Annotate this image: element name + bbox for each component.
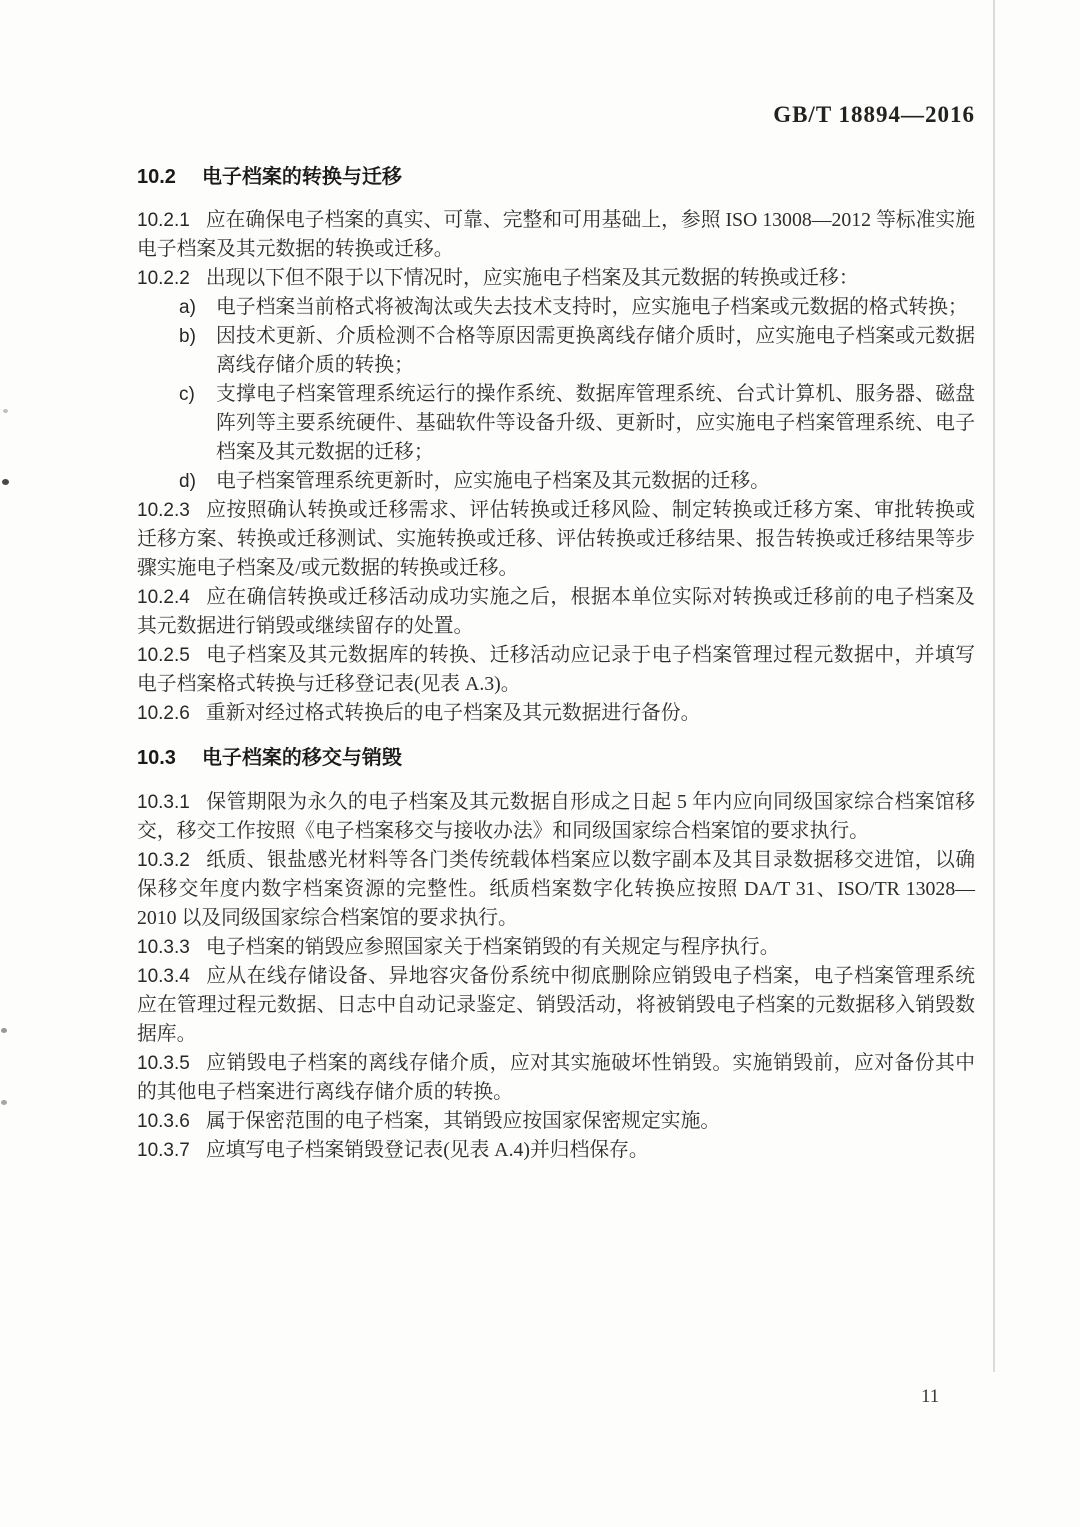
- clause-10-3-3: [137, 933, 975, 962]
- list-item-label: a): [179, 297, 196, 318]
- section-number: 10.3: [137, 747, 176, 769]
- clause-number: 10.2.5: [137, 645, 190, 666]
- clause-number: 10.2.1: [137, 210, 190, 231]
- clause-text: 应在确保电子档案的真实、可靠、完整和可用基础上，参照 ISO 13008—2012 等标准实施电子档案及其元数据的转换或迁移。: [137, 209, 975, 260]
- section-heading-10-3: [137, 744, 975, 773]
- clause-text: 保管期限为永久的电子档案及其元数据自形成之日起 5 年内应向同级国家综合档案馆移交，移交工作按照《电子档案移交与接收办法》和同级国家综合档案馆的要求执行。: [137, 791, 975, 842]
- clause-number: 10.3.4: [137, 966, 190, 987]
- clause-10-2-6: [137, 699, 975, 728]
- clause-number: 10.2.6: [137, 703, 190, 724]
- section-heading-10-2: [137, 163, 975, 192]
- clause-text: 电子档案及其元数据库的转换、迁移活动应记录于电子档案管理过程元数据中，并填写电子档案格式转换与迁移登记表(见表 A.3)。: [137, 644, 975, 695]
- clause-text: 出现以下但不限于以下情况时，应实施电子档案及其元数据的转换或迁移：: [205, 267, 859, 289]
- clause-10-2-2: [137, 264, 975, 293]
- section-title: 电子档案的转换与迁移: [201, 166, 402, 188]
- clause-10-3-7: [137, 1136, 975, 1165]
- list-item-a: [179, 293, 975, 322]
- section-title: 电子档案的移交与销毁: [201, 747, 402, 769]
- clause-text: 属于保密范围的电子档案，其销毁应按国家保密规定实施。: [205, 1110, 721, 1132]
- list-item-label: d): [179, 471, 196, 492]
- scan-edge-line: [993, 0, 995, 1372]
- clause-text: 应按照确认转换或迁移需求、评估转换或迁移风险、制定转换或迁移方案、审批转换或迁移方案、转换或迁移测试、实施转换或迁移、评估转换或迁移结果、报告转换或迁移结果等步骤实施电子档案及/或元数据的转换或迁移。: [137, 499, 975, 579]
- clause-10-2-1: [137, 206, 975, 264]
- list-item-label: b): [179, 326, 196, 347]
- list-item-b: [179, 322, 975, 380]
- clause-text: 应填写电子档案销毁登记表(见表 A.4)并归档保存。: [205, 1139, 649, 1161]
- clause-10-3-2: [137, 846, 975, 933]
- list-item-d: [179, 467, 975, 496]
- clause-text: 纸质、银盐感光材料等各门类传统载体档案应以数字副本及其目录数据移交进馆，以确保移交年度内数字档案资源的完整性。纸质档案数字化转换应按照 DA/T 31、ISO/TR 13028—2010 以及同级国家综合档案馆的要求执行。: [137, 849, 975, 929]
- clause-10-2-5: [137, 641, 975, 699]
- clause-number: 10.3.7: [137, 1140, 190, 1161]
- clause-number: 10.2.4: [137, 587, 190, 608]
- clause-number: 10.3.1: [137, 792, 190, 813]
- clause-text: 电子档案的销毁应参照国家关于档案销毁的有关规定与程序执行。: [205, 936, 780, 958]
- clause-10-2-4: [137, 583, 975, 641]
- list-item-text: 电子档案当前格式将被淘汰或失去技术支持时，应实施电子档案或元数据的格式转换；: [216, 296, 968, 318]
- clause-number: 10.3.3: [137, 937, 190, 958]
- clause-number: 10.3.6: [137, 1111, 190, 1132]
- clause-text: 应销毁电子档案的离线存储介质，应对其实施破坏性销毁。实施销毁前，应对备份其中的其他电子档案进行离线存储介质的转换。: [137, 1052, 975, 1103]
- scan-speck: [2, 479, 9, 485]
- clause-text: 重新对经过格式转换后的电子档案及其元数据进行备份。: [205, 702, 701, 724]
- section-number: 10.2: [137, 166, 176, 188]
- clause-text: 应在确信转换或迁移活动成功实施之后，根据本单位实际对转换或迁移前的电子档案及其元数据进行销毁或继续留存的处置。: [137, 586, 975, 637]
- clause-10-3-5: [137, 1049, 975, 1107]
- clause-10-3-1: [137, 788, 975, 846]
- clause-text: 应从在线存储设备、异地容灾备份系统中彻底删除应销毁电子档案，电子档案管理系统应在管理过程元数据、日志中自动记录鉴定、销毁活动，将被销毁电子档案的元数据移入销毁数据库。: [137, 965, 975, 1045]
- list-item-text: 电子档案管理系统更新时，应实施电子档案及其元数据的迁移。: [216, 470, 770, 492]
- list-item-text: 支撑电子档案管理系统运行的操作系统、数据库管理系统、台式计算机、服务器、磁盘阵列等主要系统硬件、基础软件等设备升级、更新时，应实施电子档案管理系统、电子档案及其元数据的迁移；: [216, 383, 975, 463]
- clause-10-3-6: [137, 1107, 975, 1136]
- standard-code: GB/T 18894—2016: [773, 102, 975, 127]
- clause-10-3-4: [137, 962, 975, 1049]
- scan-speck: [1, 1100, 7, 1105]
- clause-10-2-2-list: [137, 293, 975, 496]
- page-number: 11: [921, 1386, 940, 1407]
- page-content: [137, 163, 975, 1165]
- scan-speck: [3, 409, 8, 413]
- clause-number: 10.3.5: [137, 1053, 190, 1074]
- list-item-c: [179, 380, 975, 467]
- clause-number: 10.3.2: [137, 850, 190, 871]
- clause-10-2-3: [137, 496, 975, 583]
- clause-number: 10.2.3: [137, 500, 190, 521]
- list-item-text: 因技术更新、介质检测不合格等原因需更换离线存储介质时，应实施电子档案或元数据离线存储介质的转换；: [216, 325, 975, 376]
- scan-speck: [1, 1028, 7, 1033]
- list-item-label: c): [179, 384, 195, 405]
- clause-number: 10.2.2: [137, 268, 190, 289]
